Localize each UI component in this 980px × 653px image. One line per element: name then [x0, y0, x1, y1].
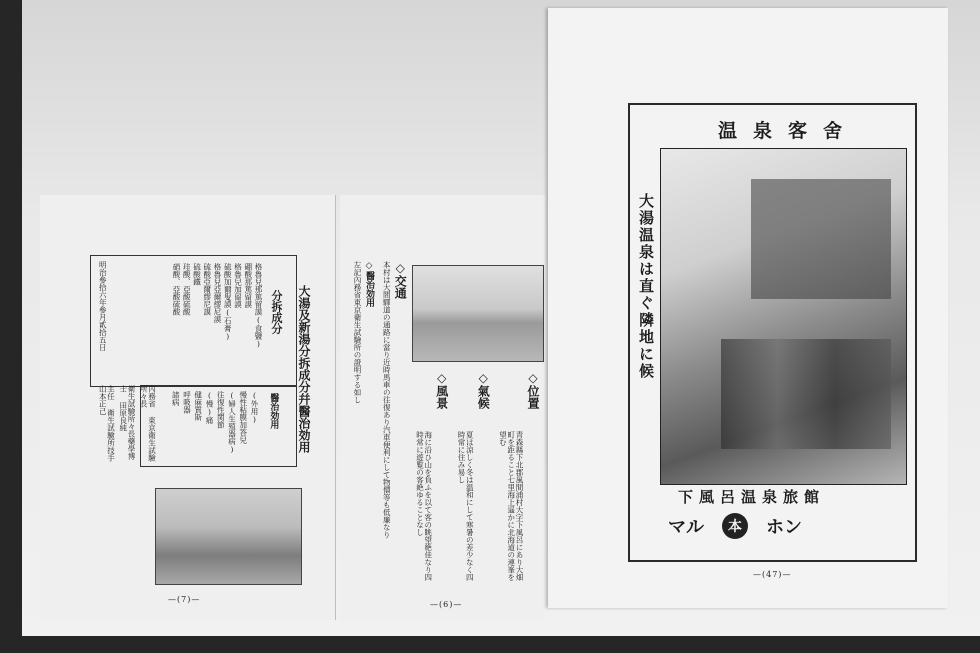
- authority-line: 衛生試驗所々長藥學博士 田原良純: [118, 385, 136, 460]
- section-text: 海に沿ひ山を負ふを以て客の眺望絶佳なり四時常に遊覧の客絶ゆることなし: [415, 431, 433, 581]
- analysis-line: 硼酸那篤留謨: [243, 263, 253, 308]
- analysis-heading: 分拆成分: [270, 290, 283, 334]
- section-heading: ◇氣候: [476, 371, 491, 409]
- effects-list: [148, 391, 258, 461]
- brand-line: [668, 513, 802, 539]
- analysis-line: 珪酸、亞酸硫酸: [182, 263, 192, 316]
- page-number: —(47)—: [753, 570, 792, 579]
- left-page-title: 大湯及新湯分拆成分幷醫治効用: [297, 285, 311, 453]
- section-text: 青森縣下北郡風間浦村大字下風呂にあり大畑町を距ること七里海上遥かに北海道の連峯を望む: [498, 431, 524, 581]
- section-heading: ◇風景: [434, 371, 449, 409]
- coastline-photo: [155, 488, 302, 585]
- effects-line: 慢性粘膜加答兒: [238, 391, 248, 444]
- analysis-date: 明治參拾六年參月貳拾五日: [98, 261, 108, 351]
- section-heading: ◇醫治効用: [364, 261, 374, 307]
- brand-right: ホン: [766, 517, 802, 538]
- section-text: 夏は涼しく冬は温和にして寒暑の差少なく四時常に住み易し: [457, 431, 475, 581]
- brand-mark-icon: 本: [722, 513, 748, 539]
- ad-title: 温泉客舍: [718, 120, 859, 142]
- analysis-line: 格魯兒加留謨: [233, 263, 243, 308]
- ad-slogan: 大湯温泉は直ぐ隣地に候: [637, 193, 655, 380]
- hotel-name: 下風呂温泉旅館: [678, 488, 826, 506]
- page-number: —(6)—: [430, 600, 463, 609]
- authority-block: [98, 385, 156, 465]
- effects-line: (慢)痛: [205, 391, 214, 424]
- info-columns: [353, 261, 542, 591]
- effects-line: 呼吸器: [182, 391, 192, 414]
- section-position: [498, 261, 542, 591]
- analysis-line: 硫酸加爾叟謨(石膏): [223, 263, 233, 341]
- analysis-line: 硫酸鐵: [192, 263, 202, 286]
- left-page: [40, 195, 336, 620]
- section-effects: [353, 261, 376, 591]
- section-text: 本村は大間驛道の通路に當り近時馬車の往復あり汽車便利にして物價等も低廉なり: [382, 261, 392, 539]
- right-page: [548, 8, 948, 608]
- effects-line: (婦人生殖器病): [227, 391, 237, 454]
- effects-line: 諸病: [171, 391, 181, 406]
- middle-page: [340, 195, 545, 620]
- brand-left: マル: [668, 517, 704, 538]
- analysis-line: 硫酸亞爾繆尼謨: [202, 263, 212, 316]
- authority-line: 主任 衛生試驗所技手 山本正己: [98, 385, 116, 462]
- section-heading: ◇位置: [526, 371, 540, 409]
- effects-line: (外用): [250, 391, 259, 424]
- analysis-line: 格魯兒亞爾繆尼謨: [213, 263, 222, 323]
- hotel-photo: [660, 148, 907, 485]
- effects-line: 健麻質斯: [193, 391, 203, 421]
- section-transport: [382, 261, 409, 591]
- page-number: —(7)—: [168, 595, 201, 604]
- section-climate: [457, 261, 493, 591]
- effects-line: 往復性関節: [216, 391, 226, 429]
- analysis-line: 硝酸、亞酸硫酸: [172, 263, 181, 316]
- hotel-building-shape: [751, 179, 891, 299]
- section-scenery: [415, 261, 451, 591]
- guests-group-shape: [721, 339, 891, 449]
- analysis-list: [152, 263, 262, 381]
- effects-heading: 醫治効用: [268, 393, 279, 429]
- section-text: 左記內務省東京衛生試驗所の證明する如し: [353, 261, 362, 404]
- authority-line: 內務省 東京衛生試驗所々長: [139, 385, 157, 462]
- analysis-line: 格魯兒那篤留謨(食鹽): [254, 263, 263, 349]
- section-heading: ◇交通: [393, 261, 408, 299]
